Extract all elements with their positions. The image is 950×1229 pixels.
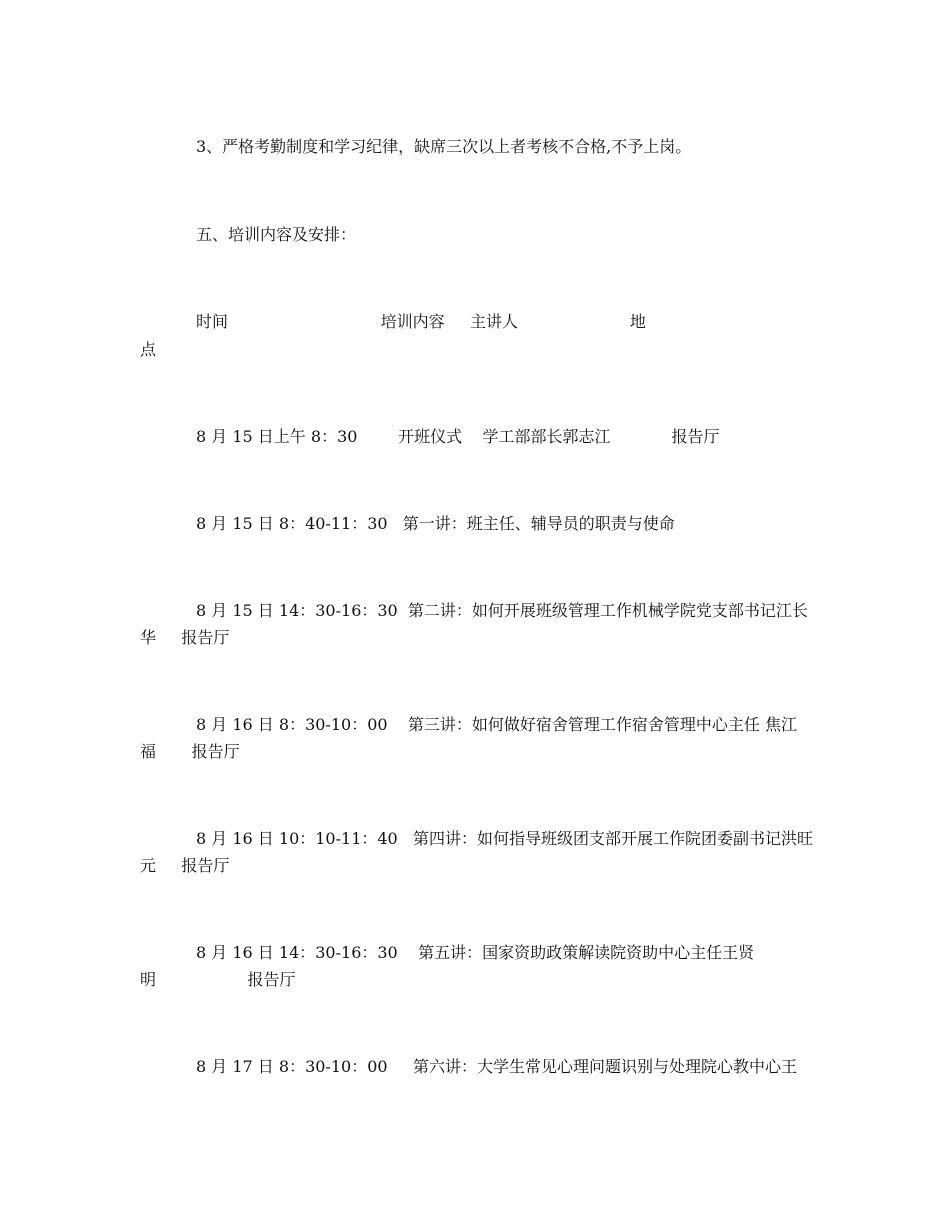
schedule-row-lecture-2-line1: 8 月 15 日 14：30-16：30 第二讲：如何开展班级管理工作机械学院党支部书记江长 [196, 601, 808, 620]
schedule-row-lecture-2-line2: 华 报告厅 [140, 628, 230, 647]
paragraph-attendance-rule: 3、严格考勤制度和学习纪律，缺席三次以上者考核不合格,不予上岗。 [196, 137, 692, 156]
schedule-row-lecture-5-line1: 8 月 16 日 14：30-16：30 第五讲：国家资助政策解读院资助中心主任王贤 [196, 943, 755, 962]
schedule-header-line2: 点 [140, 340, 157, 359]
section-heading-training-content: 五、培训内容及安排： [196, 225, 357, 244]
schedule-row-lecture-5-line2: 明 报告厅 [140, 970, 296, 989]
schedule-row-lecture-1: 8 月 15 日 8：40-11：30 第一讲：班主任、辅导员的职责与使命 [196, 514, 675, 533]
schedule-row-lecture-3-line1: 8 月 16 日 8：30-10：00 第三讲：如何做好宿舍管理工作宿舍管理中心主任 焦江 [196, 715, 797, 734]
schedule-header-line1: 时间 培训内容 主讲人 地 [196, 312, 646, 331]
schedule-row-lecture-4-line2: 元 报告厅 [140, 856, 230, 875]
schedule-row-lecture-4-line1: 8 月 16 日 10：10-11：40 第四讲：如何指导班级团支部开展工作院团委副书记洪旺 [196, 829, 813, 848]
schedule-row-opening: 8 月 15 日上午 8：30 开班仪式 学工部部长郭志江 报告厅 [196, 427, 720, 446]
schedule-row-lecture-6-line1: 8 月 17 日 8：30-10：00 第六讲：大学生常见心理问题识别与处理院心教中心王 [196, 1057, 797, 1076]
schedule-row-lecture-3-line2: 福 报告厅 [140, 742, 240, 761]
